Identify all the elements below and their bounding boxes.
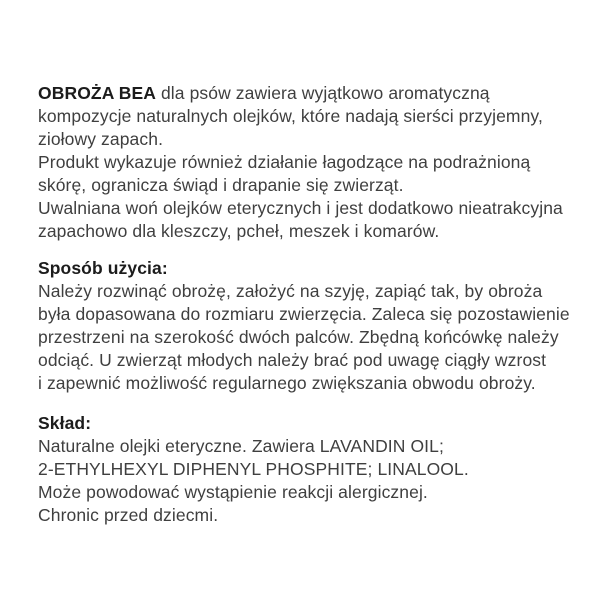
intro-line: Uwalniana woń olejków eterycznych i jest dodatkowo nieatrakcyjna [38, 198, 563, 218]
product-name: OBROŻA BEA [38, 83, 156, 103]
usage-heading: Sposób użycia: [38, 258, 168, 278]
usage-line: i zapewnić możliwość regularnego zwiększania obwodu obroży. [38, 373, 536, 393]
intro-line: skórę, ogranicza świąd i drapanie się zwierząt. [38, 175, 404, 195]
intro-line [38, 82, 574, 105]
intro-line: Produkt wykazuje również działanie łagodzące na podrażnioną [38, 152, 531, 172]
intro-line: zapachowo dla kleszczy, pcheł, meszek i komarów. [38, 221, 440, 241]
ingredients-section [38, 412, 574, 527]
ingredients-line: 2-ETHYLHEXYL DIPHENYL PHOSPHITE; LINALOOL. [38, 459, 469, 479]
ingredients-line: Może powodować wystąpienie reakcji alergicznej. [38, 482, 428, 502]
intro-section [38, 82, 574, 243]
intro-line-1-rest: dla psów zawiera wyjątkowo aromatyczną [156, 83, 490, 103]
usage-line: Należy rozwinąć obrożę, założyć na szyję, zapiąć tak, by obroża [38, 281, 543, 301]
usage-section [38, 257, 574, 395]
ingredients-line: Naturalne olejki eteryczne. Zawiera LAVANDIN OIL; [38, 436, 444, 456]
usage-line: była dopasowana do rozmiaru zwierzęcia. Zaleca się pozostawienie [38, 304, 570, 324]
intro-line: kompozycje naturalnych olejków, które nadają sierści przyjemny, [38, 106, 543, 126]
usage-line: przestrzeni na szerokość dwóch palców. Zbędną końcówkę należy [38, 327, 559, 347]
usage-line: odciąć. U zwierząt młodych należy brać pod uwagę ciągły wzrost [38, 350, 547, 370]
ingredients-line: Chronic przed dziecmi. [38, 505, 219, 525]
intro-line: ziołowy zapach. [38, 129, 164, 149]
label-text-block [38, 82, 574, 527]
ingredients-heading: Skład: [38, 413, 92, 433]
